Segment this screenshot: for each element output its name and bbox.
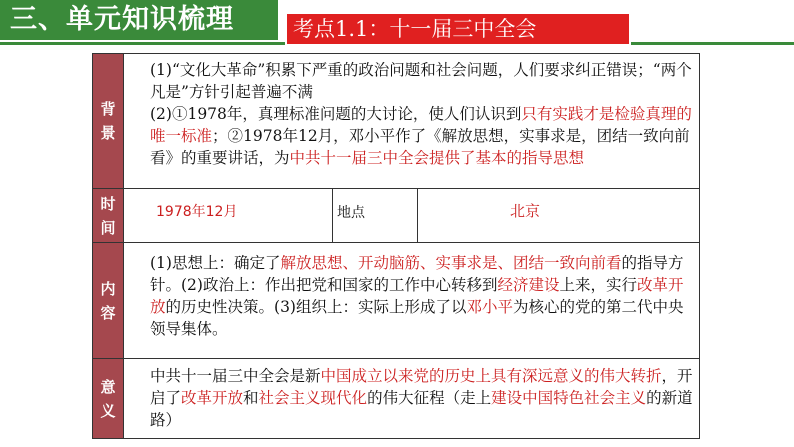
row-significance bbox=[93, 359, 700, 439]
label-char: 间 bbox=[100, 218, 116, 237]
background-p2 bbox=[150, 103, 693, 169]
highlight-text: 只有实践才是检验真理的唯一标准 bbox=[150, 105, 692, 145]
place-label: 地点 bbox=[337, 205, 365, 221]
label-char: 容 bbox=[100, 303, 116, 322]
text-segment: 为核心的党的第二代中央领导集体。 bbox=[150, 298, 684, 338]
label-char: 义 bbox=[100, 401, 116, 420]
background-p1: (1)“文化大革命”积累下严重的政治问题和社会问题，人们要求纠正错误；“两个凡是”方针引起普遍不满 bbox=[150, 61, 692, 101]
content-cell bbox=[124, 243, 700, 359]
highlight-text: 中国成立以来党的历史上具有深远意义的伟大转折 bbox=[320, 367, 662, 385]
time-value-cell bbox=[124, 189, 333, 243]
highlight-text: 改革开放 bbox=[181, 389, 244, 407]
row-time bbox=[93, 189, 700, 243]
text-segment: 的新道路） bbox=[150, 389, 693, 429]
label-char: 时 bbox=[100, 194, 116, 213]
place-label-cell bbox=[333, 189, 418, 243]
text-segment: ，开启了 bbox=[150, 367, 693, 407]
row-content bbox=[93, 243, 700, 359]
label-char: 背 bbox=[100, 100, 116, 118]
text-segment: ；②1978年12月，邓小平作了《解放思想，实事求是，团结一致向前看》的重要讲话，为 bbox=[150, 127, 690, 167]
label-time bbox=[93, 189, 124, 243]
place-value-cell bbox=[418, 189, 700, 243]
text-segment: (1)思想上：确定了 bbox=[150, 254, 281, 272]
label-background bbox=[93, 54, 124, 189]
text-segment: (2)①1978年，真理标准问题的大讨论，使人们认识到 bbox=[150, 105, 522, 123]
text-segment: 中共十一届三中全会是新 bbox=[150, 367, 321, 385]
time-value: 1978年12月 bbox=[156, 204, 238, 220]
label-char: 意 bbox=[100, 377, 116, 396]
label-char: 内 bbox=[100, 279, 116, 298]
label-content bbox=[93, 243, 124, 359]
section-title: 三、单元知识梳理 bbox=[10, 4, 234, 35]
text-segment: 和 bbox=[243, 389, 259, 407]
label-significance bbox=[93, 359, 124, 439]
text-segment: 上来，实行 bbox=[559, 276, 637, 294]
significance-cell bbox=[124, 359, 700, 439]
place-value: 北京 bbox=[510, 202, 541, 220]
highlight-text: 建设中国特色社会主义 bbox=[491, 389, 647, 407]
background-cell bbox=[124, 54, 700, 189]
content-text bbox=[124, 243, 699, 344]
row-background bbox=[93, 54, 700, 189]
highlight-text: 改革开放 bbox=[150, 276, 684, 316]
label-char: 景 bbox=[100, 124, 116, 142]
text-segment: 的指导方针。(2)政治上：作出把党和国家的工作中心转移到 bbox=[150, 254, 684, 294]
highlight-text: 经济建设 bbox=[497, 276, 560, 294]
highlight-text: 邓小平 bbox=[466, 298, 513, 316]
highlight-text: 社会主义现代化 bbox=[258, 389, 368, 407]
text-segment: 的伟大征程（走上 bbox=[367, 389, 492, 407]
significance-text bbox=[124, 359, 699, 435]
knowledge-table bbox=[92, 53, 700, 439]
background-text bbox=[124, 54, 699, 173]
text-segment: 的历史性决策。(3)组织上：实际上形成了以 bbox=[165, 298, 467, 316]
highlight-text: 解放思想、开动脑筋、实事求是、团结一致向前看 bbox=[280, 254, 622, 272]
topic-title: 考点1.1：十一届三中全会 bbox=[285, 12, 631, 46]
highlight-text: 中共十一届三中全会提供了基本的指导思想 bbox=[289, 149, 585, 167]
